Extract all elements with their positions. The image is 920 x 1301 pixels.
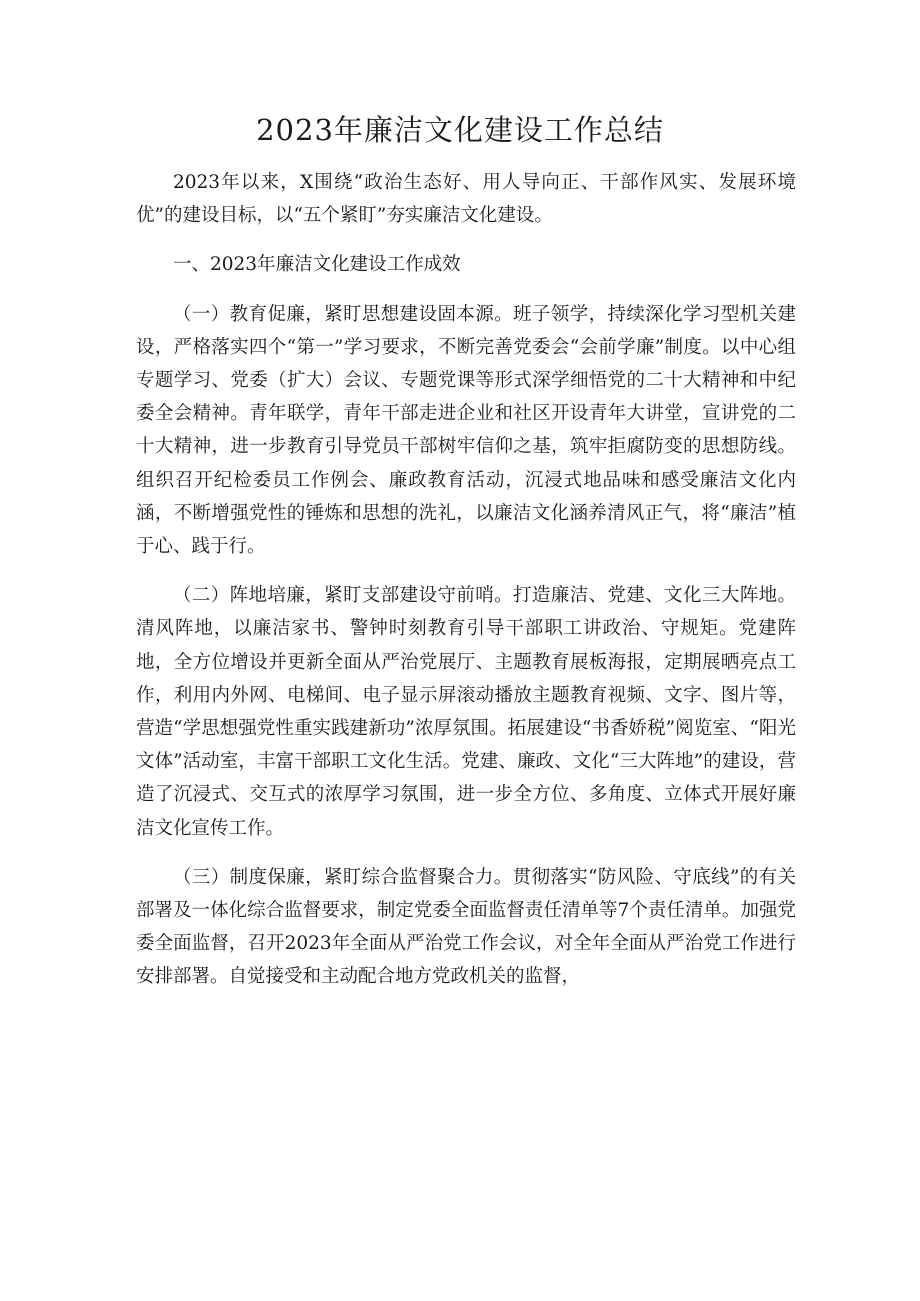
body-paragraph-1: （一）教育促廉，紧盯思想建设固本源。班子领学，持续深化学习型机关建设，严格落实四个“第一”学习要求，不断完善党委会“会前学廉”制度。以中心组专题学习、党委（扩大）会议、专题党课等形式深学细悟党的二十大精神和中纪委全会精神。青年联学，青年干部走进企业和社区开设青年大讲堂，宣讲党的二十大精神，进一步教育引导党员干部树牢信仰之基，筑牢拒腐防变的思想防线。组织召开纪检委员工作例会、廉政教育活动，沉浸式地品味和感受廉洁文化内涵，不断增强党性的锤炼和思想的洗礼，以廉洁文化涵养清风正气，将“廉洁”植于心、践于行。: [136, 303, 796, 558]
intro-paragraph: 2023年以来，X围绕“政治生态好、用人导向正、干部作风实、发展环境优”的建设目标，以“五个紧盯”夯实廉洁文化建设。: [136, 172, 796, 227]
document-title: 2023年廉洁文化建设工作总结: [256, 113, 664, 147]
body-paragraph-3: （三）制度保廉，紧盯综合监督聚合力。贯彻落实“防风险、守底线”的有关部署及一体化综合监督要求，制定党委全面监督责任清单等7个责任清单。加强党委全面监督，召开2023年全面从严治党工作会议，对全年全面从严治党工作进行安排部署。自觉接受和主动配合地方党政机关的监督，: [136, 866, 796, 988]
body-paragraph-2: （二）阵地培廉，紧盯支部建设守前哨。打造廉洁、党建、文化三大阵地。清风阵地，以廉洁家书、警钟时刻教育引导干部职工讲政治、守规矩。党建阵地，全方位增设并更新全面从严治党展厅、主题教育展板海报，定期展晒亮点工作，利用内外网、电梯间、电子显示屏滚动播放主题教育视频、文字、图片等，营造“学思想强党性重实践建新功”浓厚氛围。拓展建设“书香娇税”阅览室、“阳光文体”活动室，丰富干部职工文化生活。党建、廉政、文化“三大阵地”的建设，营造了沉浸式、交互式的浓厚学习氛围，进一步全方位、多角度、立体式开展好廉洁文化宣传工作。: [136, 585, 796, 839]
section-heading: 一、2023年廉洁文化建设工作成效: [173, 254, 461, 276]
document-body: [136, 166, 796, 994]
